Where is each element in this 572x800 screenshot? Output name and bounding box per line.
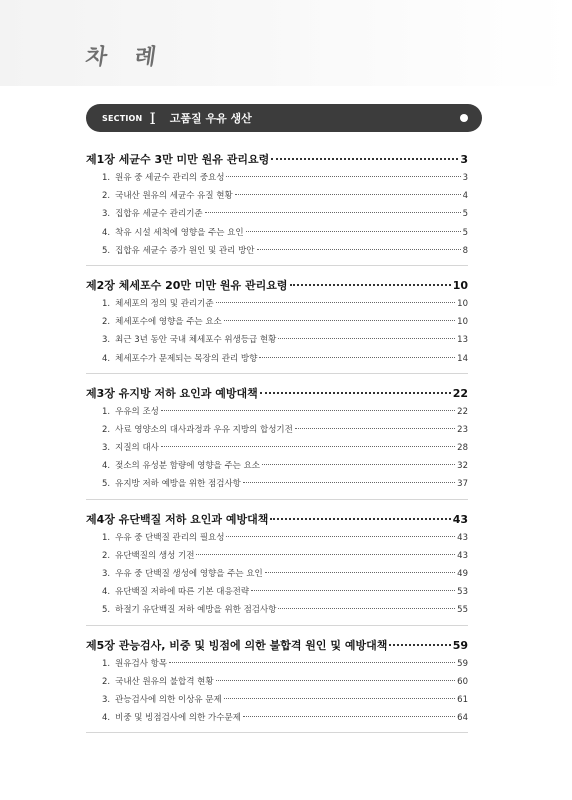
entry-page-number: 10 — [457, 298, 468, 309]
chapter-page-number: 3 — [460, 153, 468, 166]
entry-number: 3. — [102, 569, 111, 579]
entry-page-number: 49 — [457, 569, 468, 579]
entry-number: 3. — [102, 209, 111, 220]
entry-title: 관능검사에 의한 이상유 문제 — [115, 694, 222, 705]
entry-number: 2. — [102, 424, 111, 435]
entry-number: 4. — [102, 461, 111, 472]
dot-leader — [216, 680, 456, 681]
entry-page-number: 59 — [457, 658, 468, 669]
toc-entry[interactable] — [86, 405, 468, 423]
entry-number: 5. — [102, 479, 111, 490]
dot-leader — [161, 446, 455, 447]
toc-chapter — [86, 151, 468, 266]
entry-title: 체세포수가 문제되는 목장의 관리 방향 — [115, 353, 258, 364]
toc-entry[interactable] — [86, 567, 468, 585]
chapter-page-number: 10 — [452, 278, 468, 292]
page-title: 차 례 — [83, 45, 168, 70]
entry-page-number: 8 — [462, 245, 468, 256]
entry-title: 지질의 대사 — [115, 443, 159, 454]
toc-entry[interactable] — [86, 333, 468, 351]
entry-page-number: 28 — [457, 443, 468, 454]
entry-title: 유단백질 저하에 따른 기본 대응전략 — [115, 587, 250, 598]
dot-leader — [251, 590, 455, 591]
entry-title: 국내산 원유의 불합격 현황 — [115, 676, 214, 687]
entry-title: 원유검사 항목 — [115, 658, 168, 669]
dot-leader — [205, 212, 461, 213]
entry-number: 1. — [102, 532, 111, 543]
entry-title: 체세포의 정의 및 관리기준 — [115, 298, 214, 309]
dot-leader — [235, 194, 461, 195]
dot-leader — [243, 482, 455, 483]
toc-entry[interactable] — [86, 549, 468, 567]
dot-leader — [278, 608, 455, 609]
toc-entry[interactable] — [86, 315, 468, 333]
section-label: SECTION — [102, 113, 143, 123]
entry-number: 3. — [102, 335, 111, 346]
bullet-dot-icon — [460, 114, 468, 122]
entry-title: 착유 시설 세척에 영향을 주는 요인 — [115, 227, 244, 238]
toc-entry[interactable] — [86, 711, 468, 729]
toc-chapter-heading[interactable] — [86, 385, 468, 405]
entry-title: 비중 및 빙점검사에 의한 가수문제 — [115, 713, 241, 724]
entry-number: 5. — [102, 245, 111, 256]
entry-page-number: 55 — [457, 605, 468, 616]
toc-entry[interactable] — [86, 441, 468, 459]
dot-leader — [278, 338, 455, 339]
toc-entry[interactable] — [86, 585, 468, 603]
dot-leader — [290, 284, 451, 286]
chapter-title: 제1장 세균수 3만 미만 원유 관리요령 — [86, 153, 270, 166]
toc-chapter-heading[interactable] — [86, 637, 468, 657]
dot-leader — [295, 428, 455, 429]
header-band — [0, 0, 572, 86]
entry-number: 3. — [102, 443, 111, 454]
toc-entry[interactable] — [86, 693, 468, 711]
entry-number: 2. — [102, 191, 111, 202]
entry-number: 3. — [102, 694, 111, 705]
entry-number: 2. — [102, 550, 111, 561]
entry-number: 5. — [102, 605, 111, 616]
entry-page-number: 43 — [457, 550, 468, 561]
entry-number: 1. — [102, 406, 111, 417]
entry-page-number: 14 — [457, 353, 468, 364]
entry-page-number: 22 — [457, 406, 468, 417]
entry-title: 젖소의 유성분 함량에 영향을 주는 요소 — [115, 461, 261, 472]
entry-page-number: 53 — [457, 587, 468, 598]
dot-leader — [262, 464, 455, 465]
entry-page-number: 64 — [457, 713, 468, 724]
entry-page-number: 5 — [462, 227, 468, 238]
entry-number: 4. — [102, 587, 111, 598]
entry-number: 1. — [102, 658, 111, 669]
toc-entry[interactable] — [86, 244, 468, 262]
toc-entry[interactable] — [86, 459, 468, 477]
toc-chapter-heading[interactable] — [86, 511, 468, 531]
toc-chapter — [86, 511, 468, 626]
chapter-page-number: 43 — [452, 512, 468, 526]
chapter-divider — [86, 499, 468, 500]
dot-leader — [224, 320, 455, 321]
entry-title: 국내산 원유의 세균수 유질 현황 — [115, 191, 233, 202]
entry-title: 우유의 조성 — [115, 406, 159, 417]
dot-leader — [257, 249, 461, 250]
section-numeral: I — [149, 108, 156, 128]
toc-entry[interactable] — [86, 352, 468, 370]
entry-title: 우유 중 단백질 생성에 영향을 주는 요인 — [115, 569, 263, 579]
toc-entry[interactable] — [86, 171, 468, 189]
entry-title: 유단백질의 생성 기전 — [115, 550, 195, 561]
dot-leader — [260, 392, 451, 394]
entry-title: 원유 중 세균수 관리의 중요성 — [115, 173, 225, 183]
dot-leader — [389, 644, 450, 646]
chapter-divider — [86, 265, 468, 266]
toc-entry[interactable] — [86, 657, 468, 675]
toc-entry[interactable] — [86, 226, 468, 244]
dot-leader — [169, 662, 455, 663]
dot-leader — [246, 231, 461, 232]
table-of-contents — [86, 151, 468, 744]
entry-page-number: 4 — [462, 191, 468, 202]
dot-leader — [271, 158, 458, 160]
entry-title: 우유 중 단백질 관리의 필요성 — [115, 532, 225, 543]
entry-title: 유지방 저하 예방을 위한 점검사항 — [115, 479, 241, 490]
dot-leader — [226, 176, 460, 177]
dot-leader — [226, 536, 455, 537]
dot-leader — [265, 572, 455, 573]
section-header — [86, 104, 482, 132]
dot-leader — [270, 518, 450, 520]
toc-chapter — [86, 277, 468, 374]
entry-title: 하절기 유단백질 저하 예방을 위한 점검사항 — [115, 605, 277, 616]
toc-entry[interactable] — [86, 531, 468, 549]
toc-entry[interactable] — [86, 603, 468, 621]
dot-leader — [161, 410, 455, 411]
chapter-divider — [86, 373, 468, 374]
chapter-divider — [86, 625, 468, 626]
dot-leader — [196, 554, 455, 555]
chapter-divider — [86, 732, 468, 733]
entry-number: 1. — [102, 173, 111, 183]
entry-page-number: 23 — [457, 424, 468, 435]
entry-title: 집합유 세균수 증가 원인 및 관리 방안 — [115, 245, 255, 256]
section-title: 고품질 우유 생산 — [169, 112, 252, 125]
entry-page-number: 60 — [457, 676, 468, 687]
dot-leader — [216, 302, 456, 303]
entry-number: 2. — [102, 676, 111, 687]
chapter-title: 제4장 유단백질 저하 요인과 예방대책 — [86, 512, 269, 526]
entry-page-number: 61 — [457, 694, 468, 705]
toc-chapter-heading[interactable] — [86, 277, 468, 297]
toc-entry[interactable] — [86, 189, 468, 207]
entry-title: 체세포수에 영향을 주는 요소 — [115, 317, 222, 328]
chapter-title: 제2장 체세포수 20만 미만 원유 관리요령 — [86, 278, 288, 292]
toc-entry[interactable] — [86, 207, 468, 225]
chapter-title: 제5장 관능검사, 비중 및 빙점에 의한 불합격 원인 및 예방대책 — [86, 638, 388, 652]
chapter-title: 제3장 유지방 저하 요인과 예방대책 — [86, 386, 258, 400]
entry-number: 2. — [102, 317, 111, 328]
chapter-page-number: 22 — [452, 386, 468, 400]
chapter-page-number: 59 — [452, 638, 468, 652]
toc-chapter-heading[interactable] — [86, 151, 468, 171]
entry-page-number: 3 — [462, 173, 468, 183]
dot-leader — [224, 698, 455, 699]
entry-number: 4. — [102, 353, 111, 364]
entry-page-number: 10 — [457, 317, 468, 328]
entry-title: 사료 영양소의 대사과정과 우유 지방의 합성기전 — [115, 424, 293, 435]
entry-title: 최근 3년 동안 국내 체세포수 위생등급 현황 — [115, 335, 277, 346]
toc-entry[interactable] — [86, 675, 468, 693]
entry-title: 집합유 세균수 관리기준 — [115, 209, 203, 220]
toc-chapter — [86, 385, 468, 500]
toc-entry[interactable] — [86, 297, 468, 315]
toc-chapter — [86, 637, 468, 734]
entry-number: 4. — [102, 227, 111, 238]
entry-page-number: 13 — [457, 335, 468, 346]
entry-page-number: 37 — [457, 479, 468, 490]
entry-number: 1. — [102, 298, 111, 309]
toc-entry[interactable] — [86, 477, 468, 495]
dot-leader — [243, 716, 455, 717]
entry-page-number: 5 — [462, 209, 468, 220]
entry-number: 4. — [102, 713, 111, 724]
toc-entry[interactable] — [86, 423, 468, 441]
entry-page-number: 32 — [457, 461, 468, 472]
dot-leader — [259, 357, 455, 358]
entry-page-number: 43 — [457, 532, 468, 543]
